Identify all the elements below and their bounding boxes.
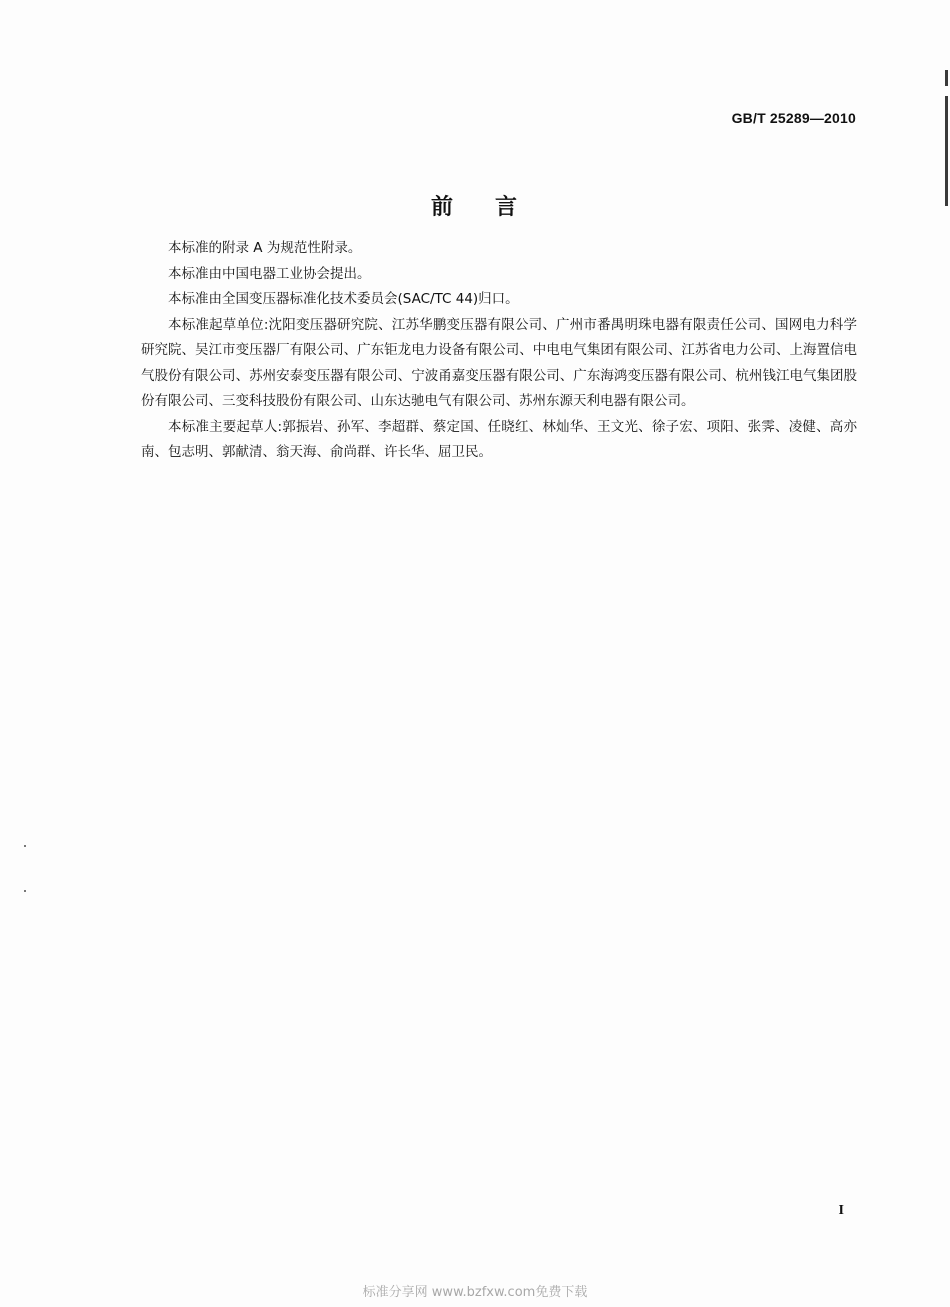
watermark-text: 标准分享网 www.bzfxw.com免费下载 bbox=[362, 1285, 588, 1300]
paragraph-committee: 本标准由全国变压器标准化技术委员会(SAC/TC 44)归口。 bbox=[168, 291, 519, 307]
title-char-1: 前 bbox=[430, 195, 455, 220]
page-title bbox=[0, 190, 950, 221]
foreword-body bbox=[141, 236, 857, 466]
standard-code: GB/T 25289—2010 bbox=[731, 110, 856, 126]
paragraph-drafters: 本标准主要起草人:郭振岩、孙军、李超群、蔡定国、任晓红、林灿华、王文光、徐子宏、项阳、张霁、凌健、高亦南、包志明、郭献清、翁天海、俞尚群、许长华、屈卫民。 bbox=[141, 418, 857, 460]
paragraph-appendix: 本标准的附录 A 为规范性附录。 bbox=[168, 240, 362, 256]
paragraph-drafting-units: 本标准起草单位:沈阳变压器研究院、江苏华鹏变压器有限公司、广州市番禺明珠电器有限责任公司、国网电力科学研究院、吴江市变压器厂有限公司、广东钜龙电力设备有限公司、中电电气集团有限公司、江苏省电力公司、上海置信电气股份有限公司、苏州安泰变压器有限公司、宁波甬嘉变压器有限公司、广东海鸿变压器有限公司、杭州钱江电气集团股份有限公司、三变科技股份有限公司、山东达驰电气有限公司、苏州东源天利电器有限公司。 bbox=[141, 316, 857, 409]
paragraph-proposer: 本标准由中国电器工业协会提出。 bbox=[168, 265, 371, 282]
scan-speck bbox=[24, 890, 26, 892]
scan-speck bbox=[24, 845, 26, 847]
scan-edge-mark bbox=[945, 70, 948, 86]
title-char-2: 言 bbox=[495, 195, 520, 220]
page-number: I bbox=[838, 1203, 844, 1218]
